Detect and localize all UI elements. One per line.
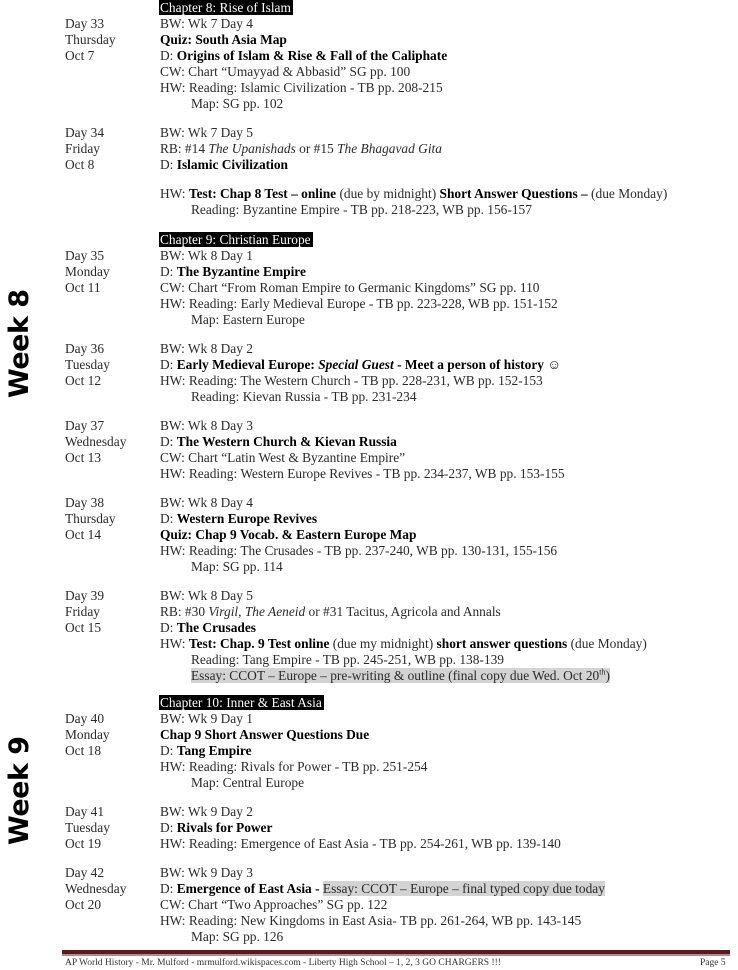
rb-title: The Bhagavad Gita — [337, 141, 442, 156]
discussion-topic: Islamic Civilization — [176, 157, 288, 172]
date: Oct 8 — [65, 157, 95, 172]
discussion-topic: The Western Church & Kievan Russia — [176, 434, 397, 449]
hw-test: Test: Chap 8 Test – online — [188, 186, 337, 201]
bellwork: BW: Wk 9 Day 2 — [160, 804, 253, 819]
hw-test: Test: Chap. 9 Test online — [188, 636, 330, 651]
bellwork: BW: Wk 9 Day 3 — [160, 865, 253, 880]
bellwork: BW: Wk 7 Day 4 — [160, 16, 253, 31]
discussion-topic: Origins of Islam & Rise & Fall of the Caliphate — [176, 48, 448, 63]
date: Oct 12 — [65, 373, 102, 388]
week-9-label: Week 9 — [4, 736, 35, 845]
d-prefix: D: — [160, 743, 177, 758]
day-number: Day 39 — [65, 588, 105, 603]
date: Oct 18 — [65, 743, 102, 758]
page-number: Page 5 — [700, 958, 726, 968]
weekday: Wednesday — [65, 434, 127, 449]
discussion — [160, 264, 306, 280]
rb-prefix: RB: #14 — [160, 141, 209, 156]
reading-book — [160, 604, 501, 620]
bellwork: BW: Wk 7 Day 5 — [160, 125, 253, 140]
discussion-topic: - Meet a person of history ☺ — [393, 357, 561, 372]
weekday: Monday — [65, 727, 110, 742]
hw-prefix: HW: — [160, 186, 189, 201]
special-guest: Special Guest — [318, 357, 394, 372]
classwork: CW: Chart “Latin West & Byzantine Empire” — [160, 450, 406, 465]
d-prefix: D: — [160, 820, 177, 835]
discussion — [160, 881, 605, 897]
d-prefix: D: — [160, 620, 177, 635]
discussion-topic: The Crusades — [176, 620, 256, 635]
homework: HW: Reading: Islamic Civilization - TB pp. 208-215 — [160, 80, 443, 95]
chapter-heading — [160, 232, 313, 248]
date: Oct 14 — [65, 527, 102, 542]
homework: HW: Reading: Rivals for Power - TB pp. 251-254 — [160, 759, 428, 774]
weekday: Tuesday — [65, 357, 110, 372]
d-prefix: D: — [160, 881, 177, 896]
chapter-8-title: Chapter 8: Rise of Islam — [160, 0, 291, 15]
bellwork: BW: Wk 8 Day 5 — [160, 588, 253, 603]
weekday: Friday — [65, 604, 100, 619]
discussion-topic: Rivals for Power — [176, 820, 273, 835]
rb-title: Virgil, The Aeneid — [208, 604, 306, 619]
classwork: CW: Chart “Umayyad & Abbasid” SG pp. 100 — [160, 64, 411, 79]
day-number: Day 34 — [65, 125, 105, 140]
classwork: CW: Chart “Two Approaches” SG pp. 122 — [160, 897, 388, 912]
footer-rule-shadow — [62, 954, 730, 956]
discussion — [160, 511, 317, 527]
homework: HW: Reading: Western Europe Revives - TB pp. 234-237, WB pp. 153-155 — [160, 466, 565, 481]
chapter-10-title: Chapter 10: Inner & East Asia — [160, 695, 322, 710]
homework: HW: Reading: New Kingdoms in East Asia- TB pp. 261-264, WB pp. 143-145 — [160, 913, 582, 928]
day-number: Day 36 — [65, 341, 105, 356]
day-number: Day 35 — [65, 248, 105, 263]
homework: HW: Reading: The Crusades - TB pp. 237-240, WB pp. 130-131, 155-156 — [160, 543, 558, 558]
weekday: Tuesday — [65, 820, 110, 835]
discussion-topic: Emergence of East Asia - — [176, 881, 323, 896]
d-prefix: D: — [160, 511, 177, 526]
day-number: Day 40 — [65, 711, 105, 726]
reading-book — [160, 141, 442, 157]
d-prefix: D: — [160, 264, 177, 279]
date: Oct 13 — [65, 450, 102, 465]
map-assignment: Map: Eastern Europe — [191, 312, 305, 327]
homework — [160, 636, 647, 652]
homework — [160, 186, 667, 202]
discussion-topic: Tang Empire — [176, 743, 252, 758]
d-prefix: D: — [160, 357, 177, 372]
bellwork: BW: Wk 8 Day 2 — [160, 341, 253, 356]
map-assignment: Map: Central Europe — [191, 775, 305, 790]
essay-due-highlight: Essay: CCOT – Europe – final typed copy due today — [322, 881, 605, 896]
footer-course-info: AP World History - Mr. Mulford - mrmulford.wikispaces.com - Liberty High School – 1, 2, 3 GO CHARGERS !!! — [65, 958, 501, 968]
bellwork: BW: Wk 8 Day 1 — [160, 248, 253, 263]
classwork: CW: Chart “From Roman Empire to Germanic Kingdoms” SG pp. 110 — [160, 280, 540, 295]
rb-title: The Upanishads — [208, 141, 296, 156]
day-number: Day 37 — [65, 418, 105, 433]
reading-assignment: Reading: Byzantine Empire - TB pp. 218-223, WB pp. 156-157 — [191, 202, 532, 217]
essay-assignment — [191, 668, 610, 684]
discussion — [160, 620, 256, 636]
rb-prefix: RB: #30 — [160, 604, 209, 619]
discussion — [160, 434, 397, 450]
date: Oct 11 — [65, 280, 101, 295]
chapter-heading — [160, 695, 324, 711]
hw-due: (due Monday) — [567, 636, 647, 651]
day-number: Day 42 — [65, 865, 105, 880]
discussion-topic: The Byzantine Empire — [176, 264, 306, 279]
day-number: Day 33 — [65, 16, 105, 31]
week-8-label: Week 8 — [4, 289, 35, 398]
map-assignment: Map: SG pp. 126 — [191, 929, 284, 944]
discussion — [160, 357, 561, 373]
chapter-heading — [160, 0, 293, 16]
discussion — [160, 48, 447, 64]
date: Oct 20 — [65, 897, 102, 912]
hw-due: (due Monday) — [587, 186, 668, 201]
date: Oct 15 — [65, 620, 102, 635]
essay-sup: th — [599, 667, 606, 677]
d-prefix: D: — [160, 434, 177, 449]
weekday: Monday — [65, 264, 110, 279]
weekday: Friday — [65, 141, 100, 156]
hw-prefix: HW: — [160, 636, 189, 651]
homework: HW: Reading: Emergence of East Asia - TB pp. 254-261, WB pp. 139-140 — [160, 836, 561, 851]
discussion-topic: Western Europe Revives — [176, 511, 318, 526]
weekday: Thursday — [65, 32, 116, 47]
discussion-topic: Early Medieval Europe: — [176, 357, 319, 372]
rb-mid: or #15 — [295, 141, 338, 156]
saq-due: Chap 9 Short Answer Questions Due — [160, 727, 370, 742]
rb-rest: or #31 Tacitus, Agricola and Annals — [305, 604, 501, 619]
hw-due: (due my midnight) — [329, 636, 437, 651]
homework: HW: Reading: The Western Church - TB pp. 228-231, WB pp. 152-153 — [160, 373, 543, 388]
quiz: Quiz: South Asia Map — [160, 32, 287, 47]
bellwork: BW: Wk 9 Day 1 — [160, 711, 253, 726]
essay-text: Essay: CCOT – Europe – pre-writing & outline (final copy due Wed. Oct 20 — [191, 668, 600, 683]
bellwork: BW: Wk 8 Day 3 — [160, 418, 253, 433]
weekday: Wednesday — [65, 881, 127, 896]
reading-assignment: Reading: Tang Empire - TB pp. 245-251, WB pp. 138-139 — [191, 652, 504, 667]
chapter-9-title: Chapter 9: Christian Europe — [160, 232, 311, 247]
homework: HW: Reading: Early Medieval Europe - TB pp. 223-228, WB pp. 151-152 — [160, 296, 558, 311]
date: Oct 7 — [65, 48, 95, 63]
day-number: Day 41 — [65, 804, 105, 819]
d-prefix: D: — [160, 48, 177, 63]
discussion — [160, 743, 252, 759]
discussion — [160, 820, 272, 836]
essay-end: ) — [605, 668, 610, 683]
day-number: Day 38 — [65, 495, 105, 510]
hw-due: (due by midnight) — [336, 186, 440, 201]
date: Oct 19 — [65, 836, 102, 851]
quiz: Quiz: Chap 9 Vocab. & Eastern Europe Map — [160, 527, 417, 542]
weekday: Thursday — [65, 511, 116, 526]
reading-assignment: Reading: Kievan Russia - TB pp. 231-234 — [191, 389, 417, 404]
bellwork: BW: Wk 8 Day 4 — [160, 495, 253, 510]
discussion — [160, 157, 288, 173]
map-assignment: Map: SG pp. 102 — [191, 96, 284, 111]
map-assignment: Map: SG pp. 114 — [191, 559, 283, 574]
d-prefix: D: — [160, 157, 177, 172]
hw-saq: short answer questions — [436, 636, 568, 651]
hw-saq: Short Answer Questions – — [439, 186, 588, 201]
